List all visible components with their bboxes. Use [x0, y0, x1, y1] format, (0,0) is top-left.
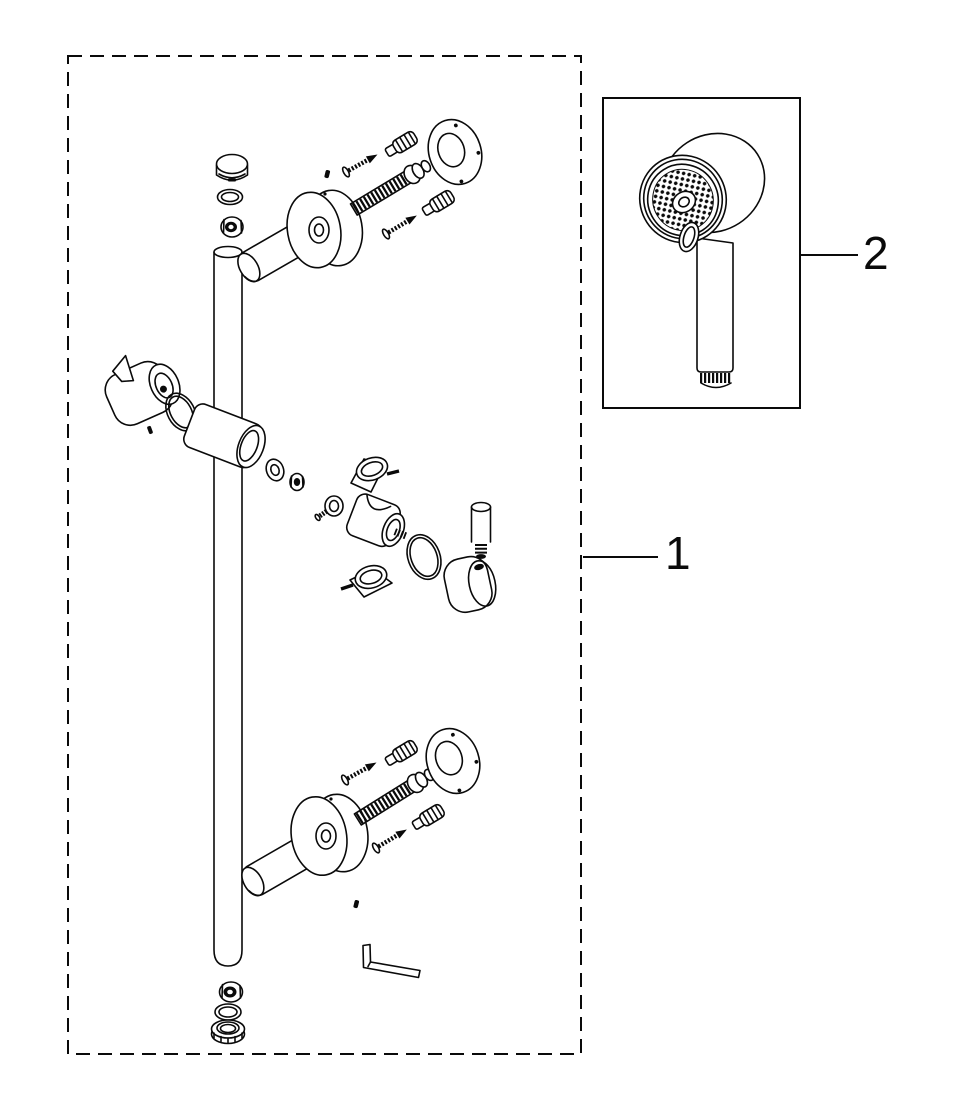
slide-bar-rail [214, 247, 242, 967]
mounting-screw-top-right [381, 211, 419, 240]
mounting-screw-bottom-right [371, 825, 409, 854]
mounting-screw-bottom-left [340, 758, 379, 786]
nut-small [290, 474, 304, 491]
slider-sleeve [181, 401, 271, 472]
mounting-screw-top-left [341, 150, 380, 178]
callout-label-1: 1 [665, 527, 691, 579]
wall-anchor-top-left [383, 130, 418, 159]
grub-screw-bottom [353, 900, 359, 909]
allen-key [363, 945, 420, 978]
rail-end-cap-top [217, 155, 248, 182]
wall-anchor-bottom-left [383, 739, 418, 768]
callout-label-2: 2 [863, 227, 889, 279]
holder-pin [147, 426, 153, 435]
wall-anchor-top-right [420, 189, 455, 218]
seal-ring-top [218, 190, 243, 205]
hand-shower-head [623, 114, 784, 259]
slider-knob [441, 552, 500, 615]
wall-flange-bottom [418, 722, 488, 801]
clamp-screw [314, 496, 343, 521]
wall-flange-top [420, 113, 490, 192]
washer-small [263, 457, 286, 483]
grub-screw-top [324, 170, 330, 179]
slider-body [344, 491, 416, 554]
locking-nut-top [221, 217, 243, 237]
pivot-pin [472, 503, 491, 559]
hand-shower-handle [697, 238, 733, 388]
handset-holder [94, 340, 187, 430]
rail-base-cap [212, 1020, 245, 1044]
spring-clip-top [351, 453, 399, 492]
hand-shower [623, 114, 784, 388]
locking-nut-bottom [220, 982, 243, 1002]
wall-anchor-bottom-right [410, 803, 445, 832]
threaded-rod-top [349, 156, 434, 218]
spring-clip-bottom [341, 562, 392, 597]
o-ring-slider [401, 530, 447, 584]
seal-ring-bottom [215, 1004, 241, 1020]
